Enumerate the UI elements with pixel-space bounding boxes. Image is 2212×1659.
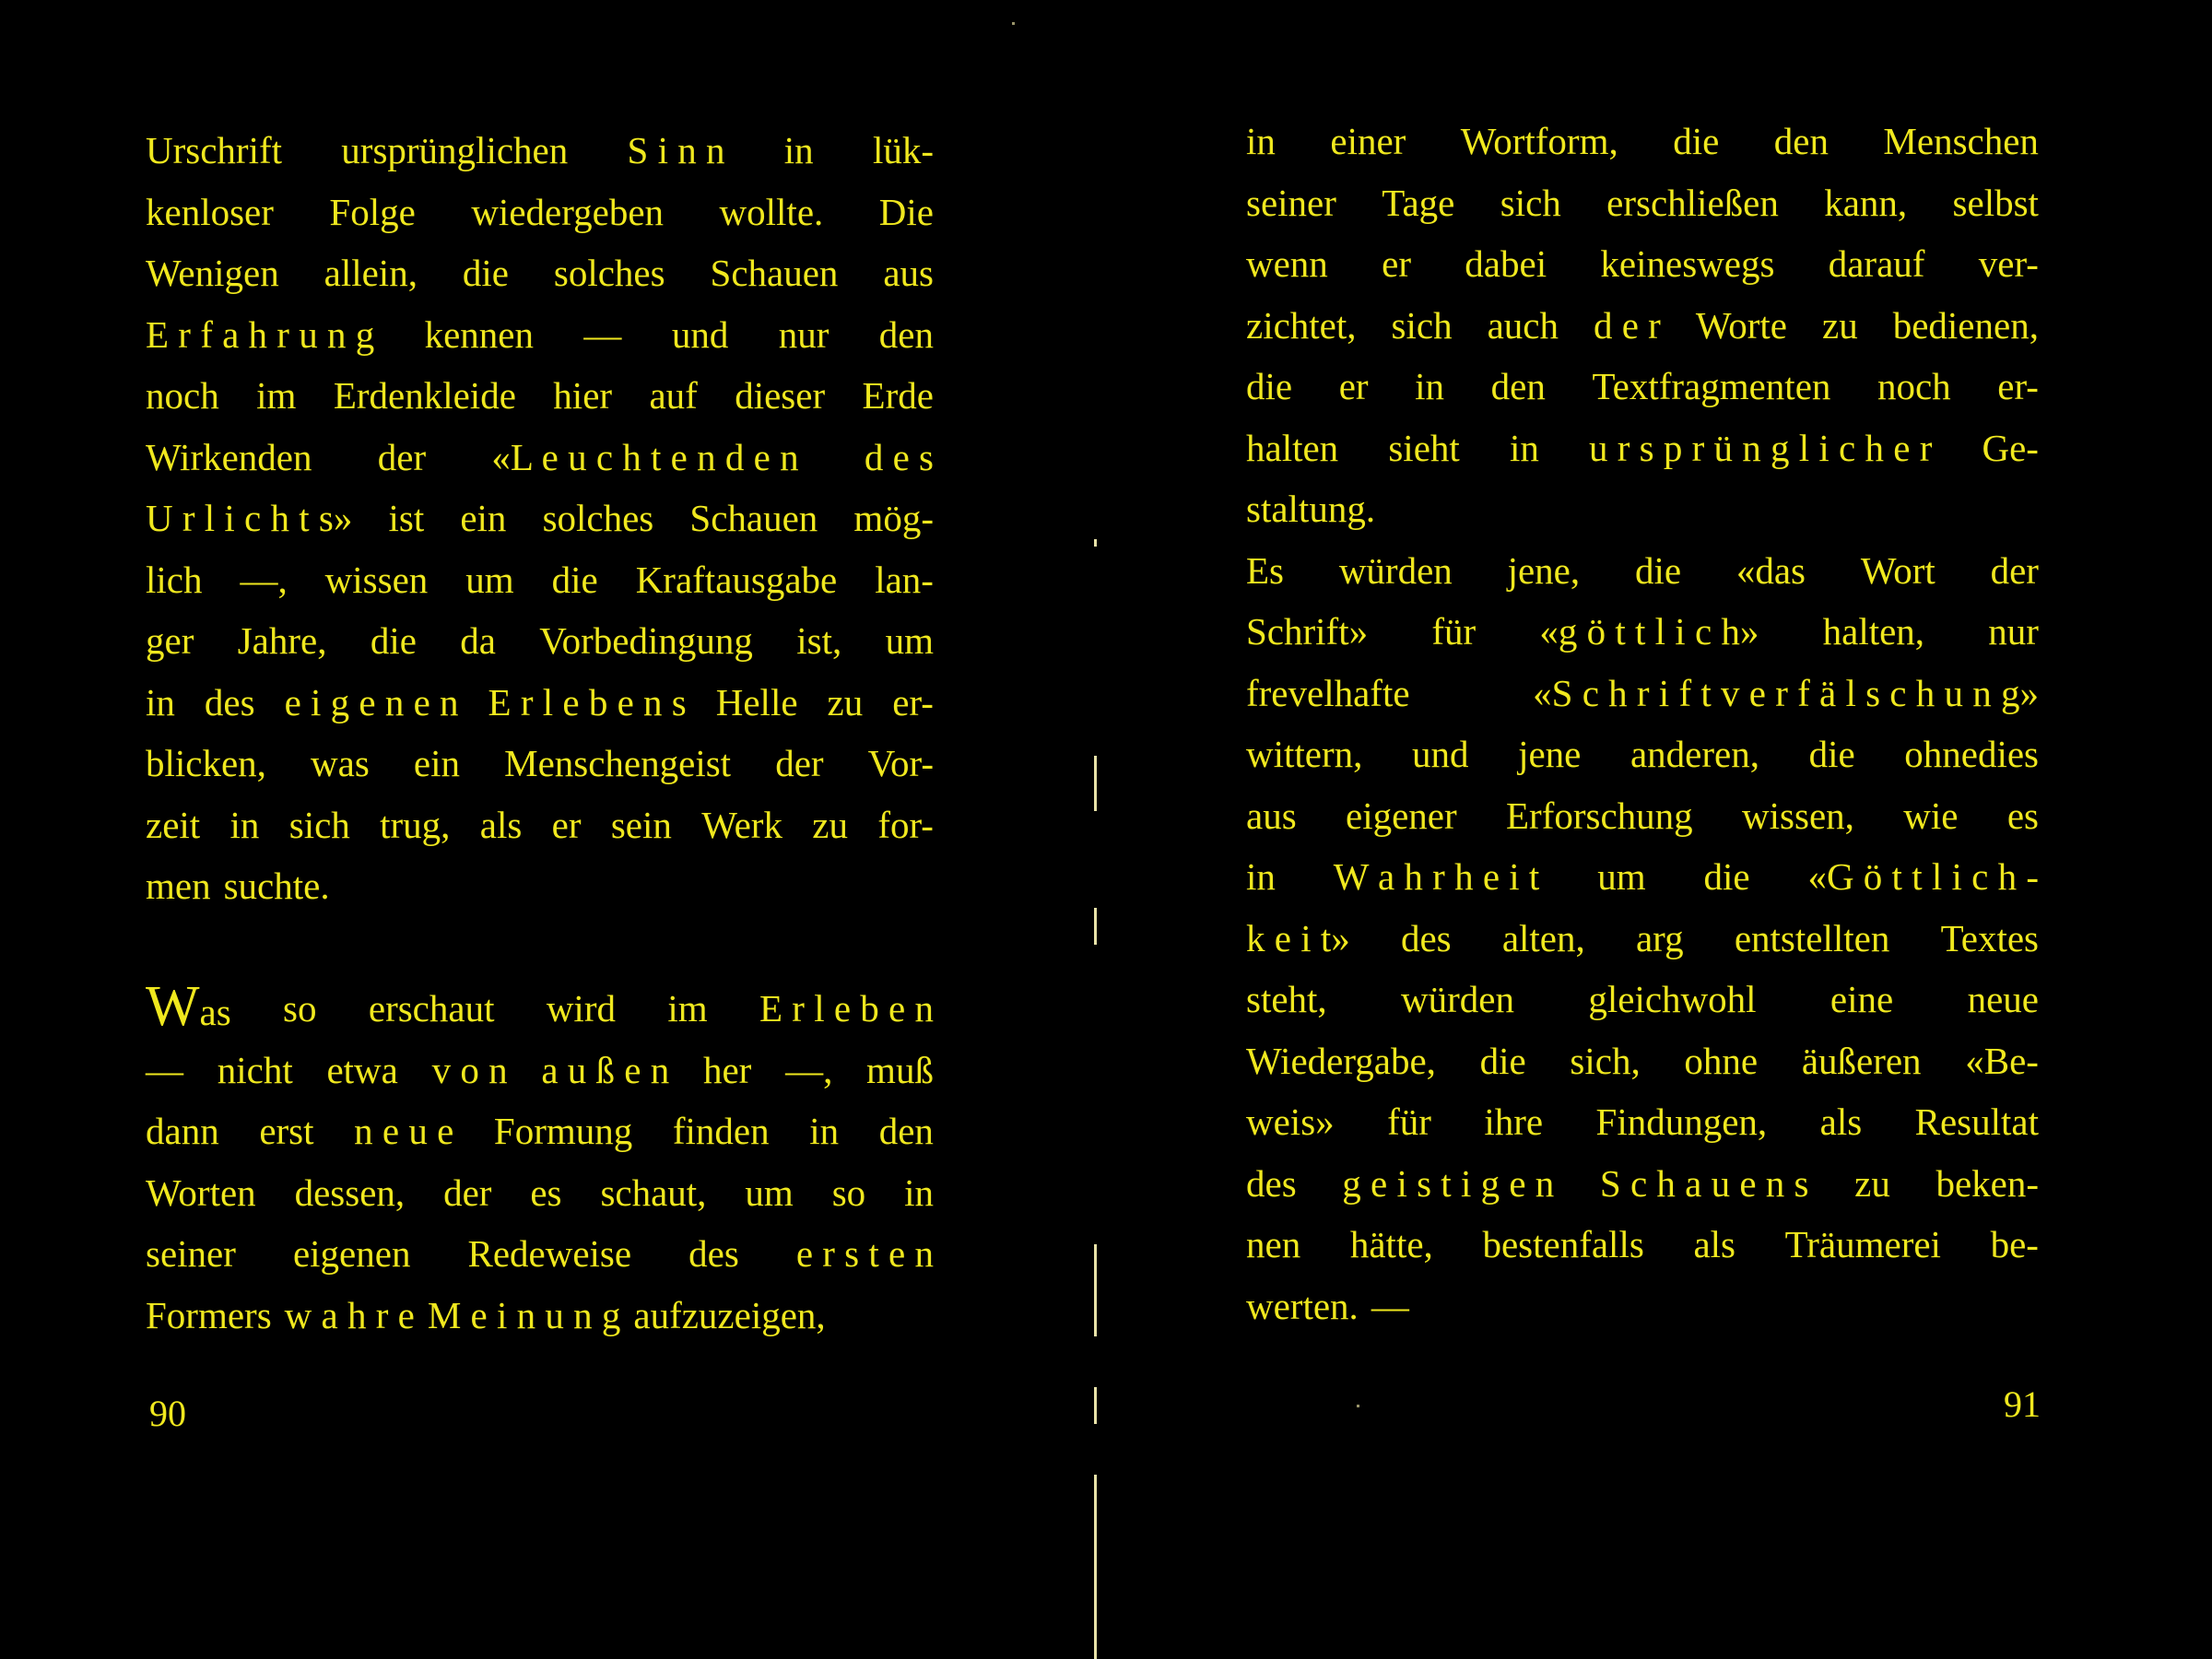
word: lan- [875, 558, 934, 601]
paragraph-gap [146, 917, 934, 979]
left-page [0, 0, 1097, 1659]
word: be- [1990, 1223, 2039, 1265]
word: schaut, [600, 1171, 707, 1214]
word: noch [1877, 365, 1951, 407]
word: um [465, 558, 514, 601]
word: in [904, 1171, 934, 1214]
word: um [1597, 855, 1646, 898]
word: kennen [424, 312, 535, 356]
left-text-column [146, 120, 934, 1346]
word: ver- [1978, 242, 2039, 285]
word: der [1990, 548, 2039, 592]
text-line [1246, 295, 2039, 357]
word: als [479, 803, 523, 846]
word: jene, [1507, 548, 1581, 592]
word: weis» [1246, 1100, 1335, 1143]
word: er- [1997, 365, 2039, 407]
word: men [146, 865, 211, 907]
word: kenloser [146, 190, 274, 233]
word: e i g e n e n [284, 680, 459, 724]
text-line [1246, 969, 2039, 1030]
word: «g ö t t l i c h» [1539, 610, 1759, 653]
word: as [199, 991, 231, 1033]
word: bestenfalls [1482, 1223, 1644, 1265]
word: des [1246, 1161, 1297, 1205]
word: Textfragmenten [1592, 365, 1831, 407]
word: Schauen [710, 252, 839, 294]
word: «S c h r i f t v e r f ä l s c h u n g» [1533, 671, 2039, 714]
word: W a h r h e i t [1333, 855, 1540, 898]
word: so [831, 1171, 866, 1214]
word: wenn [1246, 242, 1328, 285]
word: wittern, [1246, 733, 1363, 775]
word: erst [259, 1110, 314, 1152]
word: die [1479, 1039, 1526, 1082]
word: der [443, 1171, 492, 1214]
word: frevelhafte [1246, 671, 1410, 714]
word: e r s t e n [795, 1232, 934, 1275]
word: des [204, 680, 255, 724]
word: erschaut [368, 987, 495, 1030]
word: entstellten [1734, 916, 1890, 959]
text-line [1246, 418, 2039, 479]
text-line [1246, 1030, 2039, 1092]
text-line [1246, 601, 2039, 663]
word: wie [1903, 794, 1959, 837]
word: anderen, [1630, 733, 1759, 775]
word: Träumerei [1784, 1223, 1941, 1265]
word: sich [1500, 181, 1561, 224]
word: Wenigen [146, 252, 279, 294]
word: Schrift» [1246, 610, 1369, 653]
text-line [146, 549, 934, 611]
text-line [1246, 111, 2039, 172]
text-line [146, 182, 934, 243]
word: aufzuzeigen, [633, 1293, 826, 1336]
word: Redeweise [467, 1232, 632, 1275]
word: «G ö t t l i c h - [1807, 855, 2039, 898]
word: ger [146, 619, 194, 662]
word: eine [1830, 978, 1894, 1020]
word: E r l e b e n s [488, 680, 687, 724]
word: Worten [146, 1171, 256, 1214]
word: er [1338, 365, 1369, 407]
word: Erdenkleide [333, 374, 516, 417]
word: im [256, 374, 297, 417]
word: in [229, 803, 260, 846]
word: solches [553, 252, 665, 294]
word: hier [553, 374, 613, 417]
word: werten. [1246, 1284, 1359, 1327]
word: den [878, 312, 934, 356]
word: sich [288, 803, 350, 846]
word: wollte. [719, 190, 824, 233]
word: kann, [1824, 181, 1908, 224]
word: dieser [735, 374, 826, 417]
word: um [745, 1171, 794, 1214]
word: Formers [146, 1293, 272, 1336]
word: —, [240, 558, 288, 601]
word: Werk [701, 803, 782, 846]
word: Wiedergabe, [1246, 1039, 1436, 1082]
word: Resultat [1914, 1100, 2039, 1143]
right-page [1115, 0, 2212, 1659]
word: lük- [872, 129, 934, 171]
word: halten, [1822, 610, 1925, 653]
word: würden [1401, 978, 1515, 1020]
word: ein [460, 497, 507, 539]
word: aus [883, 252, 934, 294]
word: Menschengeist [504, 742, 732, 784]
word: seiner [1246, 181, 1336, 224]
text-line [146, 1040, 934, 1101]
word: der [775, 742, 824, 784]
text-line [1246, 478, 2039, 540]
word: k e i t» [1246, 916, 1350, 959]
word: allein, [324, 252, 418, 294]
word: in [1246, 120, 1276, 162]
word: Die [878, 190, 934, 233]
word: keineswegs [1600, 242, 1775, 285]
word: «L e u c h t e n d e n [491, 435, 799, 478]
word: Formung [493, 1110, 633, 1152]
speck [1012, 22, 1015, 25]
initial-word [146, 975, 231, 1040]
word: einer [1330, 120, 1406, 162]
word: für [1387, 1100, 1431, 1143]
word: nur [778, 312, 830, 356]
speck [1357, 1405, 1359, 1407]
word: in [1246, 855, 1276, 898]
word: S i n n [627, 129, 725, 171]
word: a u ß e n [541, 1048, 670, 1091]
word: dabei [1465, 242, 1547, 285]
text-line [146, 365, 934, 427]
word: als [1819, 1100, 1863, 1143]
word: Vorbedingung [539, 619, 753, 662]
word: Erde [862, 374, 934, 417]
word: v o n [431, 1048, 508, 1091]
drop-initial: W [146, 975, 200, 1038]
word: eigenen [292, 1232, 411, 1275]
word: mög- [853, 497, 934, 539]
word: E r l e b e n [759, 987, 934, 1030]
word: suchte. [223, 865, 330, 907]
text-line [1246, 908, 2039, 970]
word: Wort [1860, 548, 1936, 592]
word: blicken, [146, 742, 266, 784]
text-line [146, 120, 934, 182]
word: sich [1391, 303, 1453, 347]
text-line [146, 855, 934, 917]
word: jene [1518, 733, 1582, 775]
word: um [885, 619, 934, 662]
word: wird [546, 987, 616, 1030]
text-line [1246, 785, 2039, 847]
word: den [878, 1110, 934, 1152]
word: Textes [1940, 916, 2039, 959]
text-line [146, 794, 934, 856]
word: halten [1246, 426, 1339, 469]
word: dessen, [294, 1171, 406, 1214]
word: d e s [864, 435, 934, 478]
text-line [1246, 540, 2039, 602]
gutter-line [1094, 1387, 1097, 1424]
text-line [146, 672, 934, 734]
word: Vor- [867, 742, 934, 784]
word: Helle [715, 680, 798, 724]
word: des [688, 1232, 739, 1275]
word: nicht [217, 1048, 293, 1091]
word: — [1371, 1284, 1409, 1327]
word: da [460, 619, 496, 662]
word: die [462, 252, 509, 294]
word: g e i s t i g e n [1342, 1161, 1555, 1205]
word: zu [827, 680, 864, 724]
word: Wortform, [1460, 120, 1618, 162]
word: würden [1338, 548, 1453, 592]
word: die [1703, 855, 1750, 898]
word: zichtet, [1246, 303, 1357, 347]
text-line [1246, 172, 2039, 234]
word: u r s p r ü n g l i c h e r [1589, 426, 1933, 469]
word: Worte [1695, 303, 1788, 347]
word: in [783, 129, 814, 171]
text-line [1246, 724, 2039, 785]
word: die [1246, 365, 1293, 407]
word: Schauen [689, 497, 818, 539]
text-line [1246, 233, 2039, 295]
word: Kraftausgabe [635, 558, 838, 601]
word: nur [1988, 610, 2039, 653]
word: Folge [329, 190, 416, 233]
word: «Be- [1965, 1039, 2039, 1082]
word: die [1673, 120, 1720, 162]
word: «das [1735, 548, 1806, 592]
word: darauf [1828, 242, 1925, 285]
text-line [146, 1223, 934, 1285]
text-line [1246, 1276, 2039, 1337]
text-line [1246, 1214, 2039, 1276]
word: d e r [1593, 303, 1661, 347]
page-number-left: 90 [149, 1393, 186, 1434]
word: zu [1854, 1161, 1890, 1205]
word: neue [1967, 978, 2039, 1020]
word: er [1382, 242, 1411, 285]
word: muß [866, 1048, 934, 1091]
word: Findungen, [1595, 1100, 1768, 1143]
gutter-line [1094, 1244, 1097, 1336]
word: Menschen [1883, 120, 2039, 162]
word: arg [1635, 916, 1684, 959]
word: auf [649, 374, 698, 417]
word: E r f a h r u n g [146, 312, 375, 356]
gutter-line [1094, 539, 1097, 547]
word: eigener [1346, 794, 1457, 837]
word: was [311, 742, 370, 784]
word: er- [892, 680, 934, 724]
text-line [146, 427, 934, 488]
word: den [1490, 365, 1546, 407]
gutter-line [1094, 1475, 1097, 1659]
word: zeit [146, 803, 201, 846]
word: die [551, 558, 598, 601]
word: ihre [1484, 1100, 1544, 1143]
word: in [1509, 426, 1539, 469]
word: der [377, 435, 427, 478]
word: wissen, [1742, 794, 1854, 837]
text-line [146, 1162, 934, 1224]
text-line [146, 975, 934, 1040]
word: des [1400, 916, 1452, 959]
word: Erforschung [1506, 794, 1693, 837]
word: solches [542, 497, 654, 539]
gutter-line [1094, 908, 1097, 945]
word: wiedergeben [471, 190, 665, 233]
word: —, [785, 1048, 833, 1091]
word: wissen [324, 558, 429, 601]
word: steht, [1246, 978, 1327, 1020]
word: den [1773, 120, 1829, 162]
text-line [1246, 1091, 2039, 1153]
word: hätte, [1349, 1223, 1433, 1265]
text-line [146, 488, 934, 549]
word: ohnedies [1904, 733, 2039, 775]
word: — [583, 312, 622, 356]
word: finden [672, 1110, 770, 1152]
text-line [146, 610, 934, 672]
word: Tage [1382, 181, 1455, 224]
word: so [283, 987, 317, 1030]
word: Wirkenden [146, 435, 312, 478]
text-line [146, 1285, 934, 1347]
word: und [1411, 733, 1469, 775]
word: äußeren [1801, 1039, 1922, 1082]
word: im [667, 987, 708, 1030]
word: bedienen, [1892, 303, 2039, 347]
word: es [530, 1171, 562, 1214]
word: S c h a u e n s [1599, 1161, 1809, 1205]
word: seiner [146, 1232, 236, 1275]
word: trug, [380, 803, 451, 846]
word: M e i n u n g [427, 1293, 621, 1336]
word: etwa [326, 1048, 398, 1091]
word: her [702, 1048, 752, 1091]
right-text-column [1246, 111, 2039, 1336]
word: ursprünglichen [341, 129, 569, 171]
word: Es [1246, 548, 1284, 592]
word: Urschrift [146, 129, 283, 171]
text-line [1246, 1153, 2039, 1215]
word: Ge- [1982, 426, 2039, 469]
page-number-right: 91 [2004, 1383, 2041, 1425]
word: alten, [1501, 916, 1585, 959]
text-line [146, 733, 934, 794]
word: n e u e [354, 1110, 454, 1152]
word: beken- [1936, 1161, 2039, 1205]
gutter-line [1094, 756, 1097, 811]
word: ein [413, 742, 461, 784]
word: ohne [1684, 1039, 1759, 1082]
word: die [1808, 733, 1855, 775]
text-line [146, 304, 934, 366]
text-line [146, 242, 934, 304]
text-line [1246, 846, 2039, 908]
word: selbst [1952, 181, 2039, 224]
word: noch [146, 374, 219, 417]
word: und [671, 312, 729, 356]
word: aus [1246, 794, 1297, 837]
word: U r l i c h t s» [146, 497, 353, 539]
word: auch [1487, 303, 1559, 347]
word: Jahre, [237, 619, 327, 662]
word: zu [1822, 303, 1858, 347]
word: zu [812, 803, 848, 846]
text-line [1246, 356, 2039, 418]
word: sein [610, 803, 672, 846]
text-line [146, 1100, 934, 1162]
word: ist [388, 497, 425, 539]
word: dann [146, 1110, 219, 1152]
word: — [146, 1048, 183, 1091]
word: ist, [796, 619, 842, 662]
word: nen [1246, 1223, 1301, 1265]
word: lich [146, 558, 203, 601]
word: er [551, 803, 582, 846]
word: als [1693, 1223, 1735, 1265]
word: gleichwohl [1588, 978, 1757, 1020]
text-line [1246, 663, 2039, 724]
word: die [1634, 548, 1682, 592]
word: in [1415, 365, 1445, 407]
word: erschließen [1606, 181, 1779, 224]
word: w a h r e [284, 1293, 415, 1336]
word: die [370, 619, 417, 662]
word: für [1431, 610, 1477, 653]
word: es [2006, 794, 2039, 837]
word: staltung. [1246, 488, 1376, 530]
word: for- [877, 803, 934, 846]
word: in [809, 1110, 840, 1152]
word: sich, [1570, 1039, 1641, 1082]
word: in [146, 680, 175, 724]
word: sieht [1388, 426, 1460, 469]
